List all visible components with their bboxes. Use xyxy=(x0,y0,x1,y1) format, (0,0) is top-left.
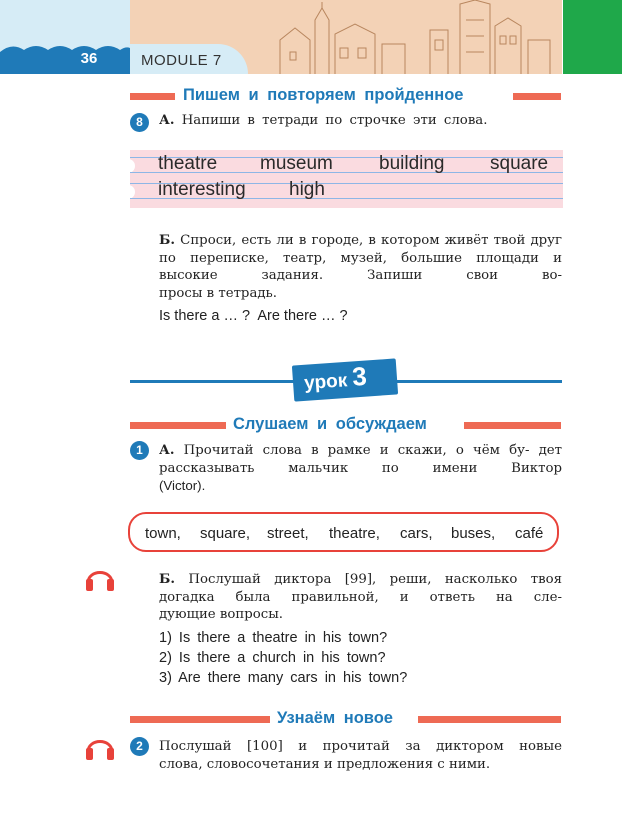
word-box-item: street, xyxy=(267,525,309,542)
task-line: дующие вопросы. xyxy=(159,607,284,622)
copy-word: museum xyxy=(260,153,333,174)
task-line: просы в тетрадь. xyxy=(159,285,278,301)
copy-word: interesting xyxy=(158,179,246,200)
exercise-number: 1 xyxy=(130,441,149,460)
question-item: 3) Are there many cars in his town? xyxy=(159,670,408,686)
page-number: 36 xyxy=(80,50,98,67)
heading-bar-left xyxy=(130,93,175,100)
word-box-item: square, xyxy=(200,525,251,542)
lesson-label xyxy=(303,361,368,396)
header-green-tab xyxy=(563,0,622,74)
task-letter: Б. xyxy=(159,572,175,587)
word-box-item: town, xyxy=(145,525,181,542)
task-text: Напиши в тетради по строчке эти слова. xyxy=(181,113,488,128)
task-line: Спроси, есть ли в городе, в котором живёт xyxy=(180,233,489,248)
headphones-icon xyxy=(84,563,116,593)
exercise-number: 8 xyxy=(130,113,149,132)
section-title-write: Пишем и повторяем пройденное xyxy=(183,86,464,104)
module-label: MODULE 7 xyxy=(141,52,222,69)
copy-word: high xyxy=(289,179,325,200)
task-line: Прочитай слова в рамке и скажи, о чём бу- xyxy=(183,443,530,458)
headphones-icon xyxy=(84,732,116,762)
task-b-write xyxy=(159,232,562,302)
task-letter: Б. xyxy=(159,233,175,248)
question-item: 1) Is there a theatre in his town? xyxy=(159,630,388,646)
section-title-listen: Слушаем и обсуждаем xyxy=(233,415,427,433)
heading-bar-right xyxy=(464,422,561,429)
task-letter: А. xyxy=(159,113,175,128)
task-a-listen xyxy=(159,442,562,495)
lesson-word: урок xyxy=(303,370,348,395)
word-box-item: buses, xyxy=(451,525,496,542)
task-line: площади и высокие задания. Запиши свои во- xyxy=(159,250,562,283)
task-line: твоя догадка была правильной, и ответь на сле- xyxy=(159,572,562,605)
exercise-number: 2 xyxy=(130,737,149,756)
word-box-item: café xyxy=(515,525,544,542)
word-box-item: theatre, xyxy=(329,525,380,542)
task-b-listen xyxy=(159,571,562,624)
heading-bar-right xyxy=(513,93,561,100)
word-box-item: cars, xyxy=(400,525,433,542)
copy-word: theatre xyxy=(158,153,218,174)
heading-bar-right xyxy=(418,716,561,723)
task-line: Послушай диктора [99], реши, насколько xyxy=(188,572,518,587)
task-line: дет рассказывать мальчик по имени Виктор xyxy=(159,443,562,476)
copy-word: square xyxy=(490,153,549,174)
task-line: (Victor). xyxy=(159,478,206,493)
heading-bar-left xyxy=(130,422,226,429)
task-line: Послушай [100] и прочитай за диктором новые xyxy=(159,739,562,754)
task-letter: А. xyxy=(159,443,175,458)
task-line: твой друг по переписке, театр, музей, большие xyxy=(159,233,562,266)
question-pattern: Is there a … ? Are there … ? xyxy=(159,308,348,324)
task-line: слова, словосочетания и предложения с ними. xyxy=(159,756,491,772)
task-a-write xyxy=(159,113,487,128)
heading-bar-left xyxy=(130,716,270,723)
question-item: 2) Is there a church in his town? xyxy=(159,650,386,666)
copy-word: building xyxy=(379,153,445,174)
section-title-new: Узнаём новое xyxy=(277,709,393,727)
lesson-number: 3 xyxy=(351,360,368,392)
task-new xyxy=(159,738,562,773)
